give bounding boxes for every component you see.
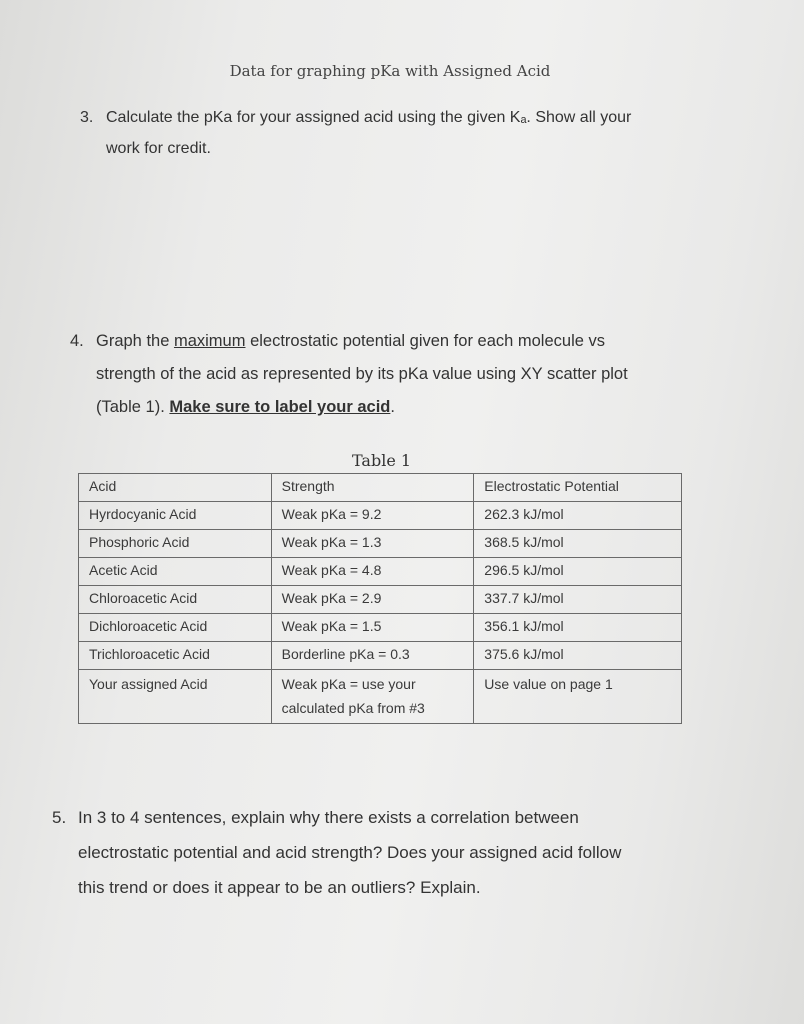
cell-acid: Trichloroacetic Acid	[79, 642, 272, 670]
cell-strength: Borderline pKa = 0.3	[271, 642, 474, 670]
cell-strength: Weak pKa = 1.3	[271, 530, 474, 558]
table-row	[79, 502, 682, 530]
table-caption: Table 1	[352, 451, 412, 470]
question-3	[80, 102, 760, 164]
cell-acid: Acetic Acid	[79, 558, 272, 586]
assigned-strength-line-1: Weak pKa = use your	[281, 676, 416, 692]
question-4-text-post: electrostatic potential given for each molecule vs	[245, 332, 606, 350]
question-3-text-1: Calculate the pKa for your assigned acid using the given Kₐ. Show all your	[106, 109, 632, 126]
cell-acid: Chloroacetic Acid	[79, 586, 272, 614]
question-4-line-2: strength of the acid as represented by its pKa value using XY scatter plot	[96, 365, 628, 383]
cell-potential: 368.5 kJ/mol	[474, 530, 682, 558]
question-3-number: 3.	[80, 109, 94, 126]
page-title: Data for graphing pKa with Assigned Acid	[229, 62, 551, 80]
cell-potential: 337.7 kJ/mol	[474, 586, 682, 614]
table-row	[79, 614, 682, 642]
cell-acid: Phosphoric Acid	[79, 530, 272, 558]
table-row	[79, 586, 682, 614]
question-4-line-3-post: .	[390, 398, 395, 416]
question-3-line-1	[80, 102, 760, 133]
header-acid: Acid	[79, 474, 272, 502]
table-row	[79, 530, 682, 558]
table-header-row	[79, 474, 682, 502]
data-table	[78, 473, 682, 724]
cell-strength: Weak pKa = 2.9	[271, 586, 474, 614]
cell-acid: Dichloroacetic Acid	[79, 614, 272, 642]
header-electrostatic-potential: Electrostatic Potential	[474, 474, 682, 502]
question-5-line-3: this trend or does it appear to be an outliers? Explain.	[78, 878, 481, 897]
label-your-acid-emphasis: Make sure to label your acid	[169, 398, 391, 416]
assigned-strength-line-2: calculated pKa from #3	[281, 700, 425, 716]
cell-potential: 356.1 kJ/mol	[474, 614, 682, 642]
question-4-text-pre: Graph the	[96, 332, 174, 350]
cell-potential: 375.6 kJ/mol	[474, 642, 682, 670]
question-5-line-1	[52, 800, 752, 835]
cell-assigned-potential: Use value on page 1	[474, 670, 682, 724]
cell-acid: Hyrdocyanic Acid	[79, 502, 272, 530]
question-5-line-2: electrostatic potential and acid strength? Does your assigned acid follow	[78, 843, 622, 862]
question-4-line-3	[70, 391, 750, 424]
question-5	[52, 800, 752, 905]
question-4-line-1	[70, 325, 750, 358]
cell-potential: 296.5 kJ/mol	[474, 558, 682, 586]
table-row-assigned-acid	[79, 670, 682, 724]
cell-strength: Weak pKa = 9.2	[271, 502, 474, 530]
question-5-number: 5.	[52, 808, 67, 827]
cell-assigned-strength	[271, 670, 474, 724]
question-4-line-3-pre: (Table 1).	[96, 398, 170, 416]
maximum-underlined: maximum	[173, 332, 246, 350]
question-4	[70, 325, 750, 424]
cell-assigned-acid: Your assigned Acid	[79, 670, 272, 724]
table-row	[79, 642, 682, 670]
question-5-text-1: In 3 to 4 sentences, explain why there exists a correlation between	[78, 808, 579, 827]
question-3-line-2: work for credit.	[106, 140, 211, 157]
question-4-number: 4.	[70, 332, 84, 350]
cell-strength: Weak pKa = 1.5	[271, 614, 474, 642]
cell-potential: 262.3 kJ/mol	[474, 502, 682, 530]
cell-strength: Weak pKa = 4.8	[271, 558, 474, 586]
table-row	[79, 558, 682, 586]
header-strength: Strength	[271, 474, 474, 502]
